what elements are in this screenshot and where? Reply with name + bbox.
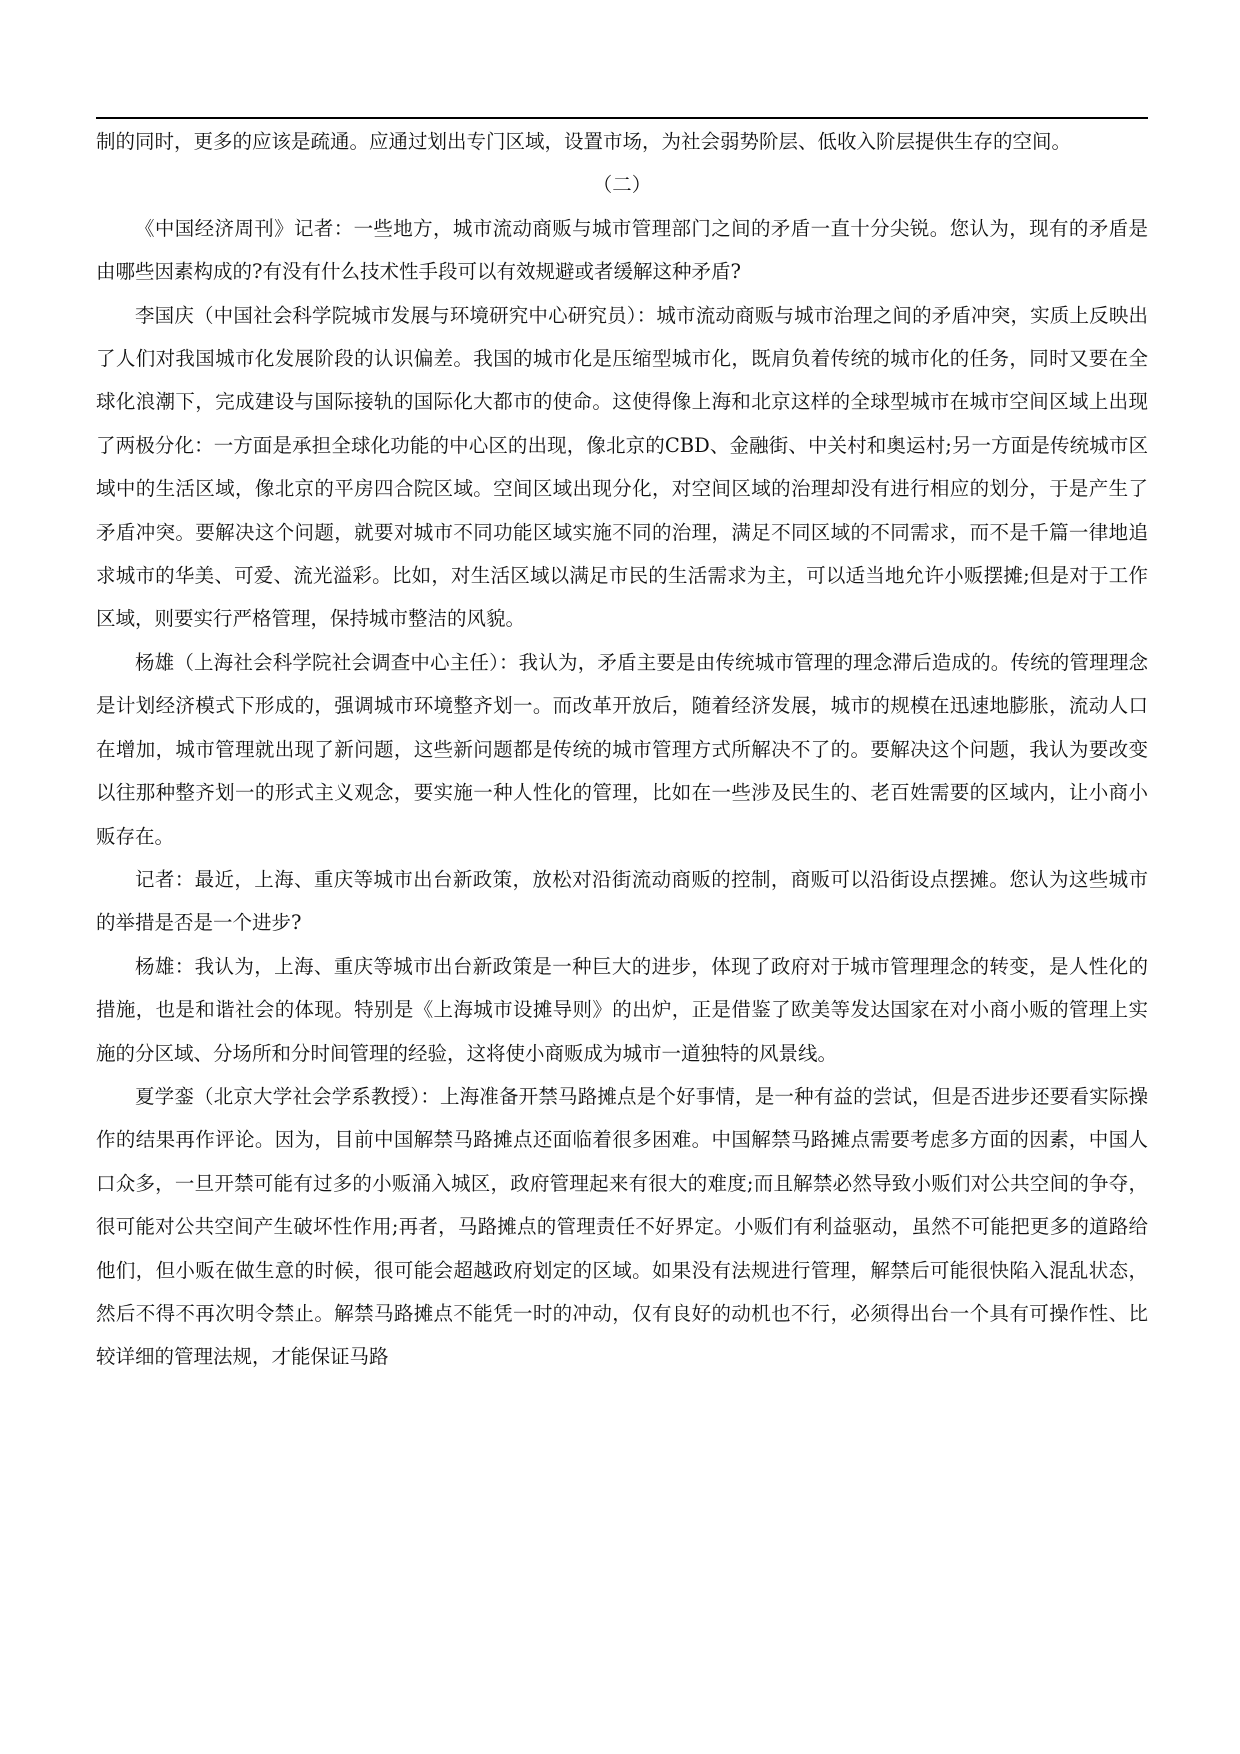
section-heading: （二）	[592, 173, 652, 197]
paragraph-reporter-question: 记者：最近，上海、重庆等城市出台新政策，放松对沿街流动商贩的控制，商贩可以沿街设点摆摊。您认为这些城市的举措是否是一个进步?	[96, 867, 1148, 935]
paragraph-interviewer-question: 《中国经济周刊》记者：一些地方，城市流动商贩与城市管理部门之间的矛盾一直十分尖锐。您认为，现有的矛盾是由哪些因素构成的?有没有什么技术性手段可以有效规避或者缓解这种矛盾?	[96, 216, 1148, 284]
header-rule	[96, 117, 1148, 119]
document-body	[96, 120, 1148, 1379]
continuation-paragraph: 制的同时，更多的应该是疏通。应通过划出专门区域，设置市场，为社会弱势阶层、低收入阶层提供生存的空间。	[96, 130, 1072, 153]
paragraph-li-guoqing: 李国庆（中国社会科学院城市发展与环境研究中心研究员）：城市流动商贩与城市治理之间的矛盾冲突，实质上反映出了人们对我国城市化发展阶段的认识偏差。我国的城市化是压缩型城市化，既肩负着传统的城市化的任务，同时又要在全球化浪潮下，完成建设与国际接轨的国际化大都市的使命。这使得像上海和北京这样的全球型城市在城市空间区域上出现了两极分化：一方面是承担全球化功能的中心区的出现，像北京的CBD、金融街、中关村和奥运村;另一方面是传统城市区域中的生活区域，像北京的平房四合院区域。空间区域出现分化，对空间区域的治理却没有进行相应的划分，于是产生了矛盾冲突。要解决这个问题，就要对城市不同功能区域实施不同的治理，满足不同区域的不同需求，而不是千篇一律地追求城市的华美、可爱、流光溢彩。比如，对生活区域以满足市民的生活需求为主，可以适当地允许小贩摆摊;但是对于工作区域，则要实行严格管理，保持城市整洁的风貌。	[96, 303, 1148, 631]
paragraph-yang-xiong: 杨雄（上海社会科学院社会调查中心主任）：我认为，矛盾主要是由传统城市管理的理念滞后造成的。传统的管理理念是计划经济模式下形成的，强调城市环境整齐划一。而改革开放后，随着经济发展，城市的规模在迅速地膨胀，流动人口在增加，城市管理就出现了新问题，这些新问题都是传统的城市管理方式所解决不了的。要解决这个问题，我认为要改变以往那种整齐划一的形式主义观念，要实施一种人性化的管理，比如在一些涉及民生的、老百姓需要的区域内，让小商小贩存在。	[96, 650, 1148, 848]
paragraph-yang-xiong-answer: 杨雄：我认为，上海、重庆等城市出台新政策是一种巨大的进步，体现了政府对于城市管理理念的转变，是人性化的措施，也是和谐社会的体现。特别是《上海城市设摊导则》的出炉，正是借鉴了欧美等发达国家在对小商小贩的管理上实施的分区域、分场所和分时间管理的经验，这将使小商贩成为城市一道独特的风景线。	[96, 954, 1148, 1065]
paragraph-xia-xueluan: 夏学銮（北京大学社会学系教授）：上海准备开禁马路摊点是个好事情，是一种有益的尝试，但是否进步还要看实际操作的结果再作评论。因为，目前中国解禁马路摊点还面临着很多困难。中国解禁马路摊点需要考虑多方面的因素，中国人口众多，一旦开禁可能有过多的小贩涌入城区，政府管理起来有很大的难度;而且解禁必然导致小贩们对公共空间的争夺，很可能对公共空间产生破坏性作用;再者，马路摊点的管理责任不好界定。小贩们有利益驱动，虽然不可能把更多的道路给他们，但小贩在做生意的时候，很可能会超越政府划定的区域。如果没有法规进行管理，解禁后可能很快陷入混乱状态，然后不得不再次明令禁止。解禁马路摊点不能凭一时的冲动，仅有良好的动机也不行，必须得出台一个具有可操作性、比较详细的管理法规，才能保证马路	[96, 1084, 1148, 1369]
